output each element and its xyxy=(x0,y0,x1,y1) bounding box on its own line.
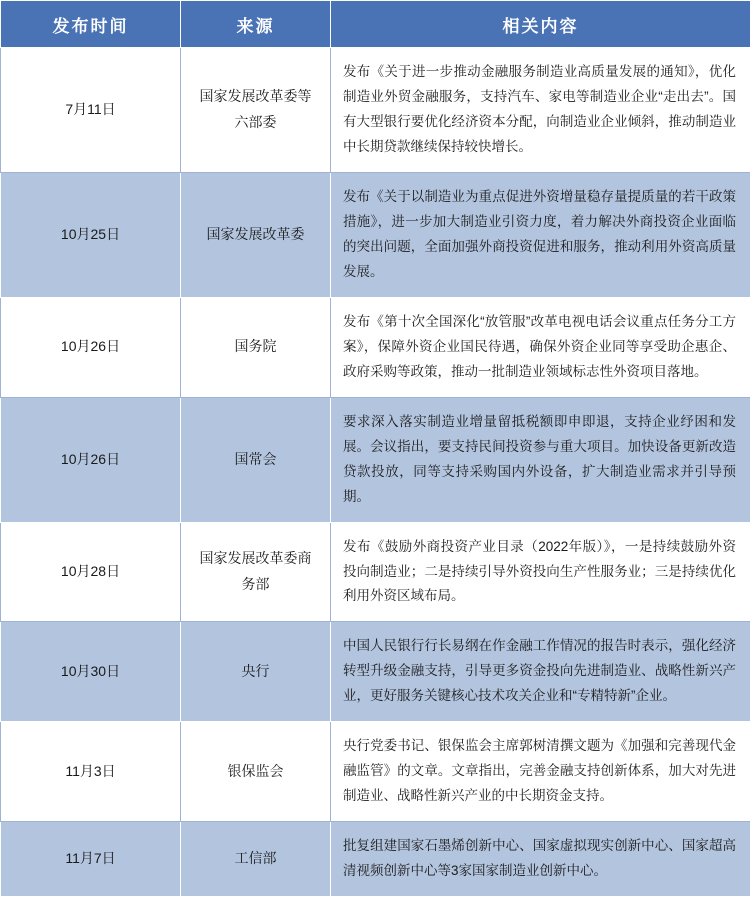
column-header-source: 来源 xyxy=(181,1,331,48)
cell-source: 工信部 xyxy=(181,822,331,897)
table-row xyxy=(1,522,750,622)
cell-date: 10月28日 xyxy=(1,522,181,622)
table-header-row xyxy=(1,1,750,48)
cell-source: 国家发展改革委等六部委 xyxy=(181,48,331,173)
cell-content: 批复组建国家石墨烯创新中心、国家虚拟现实创新中心、国家超高清视频创新中心等3家国家制造业创新中心。 xyxy=(331,822,750,897)
table-row xyxy=(1,622,750,722)
cell-content: 央行党委书记、银保监会主席郭树清撰文题为《加强和完善现代金融监管》的文章。文章指出，完善金融支持创新体系，加大对先进制造业、战略性新兴产业的中长期资金支持。 xyxy=(331,722,750,822)
cell-source: 国家发展改革委 xyxy=(181,172,331,297)
cell-source: 国家发展改革委商务部 xyxy=(181,522,331,622)
cell-date: 10月26日 xyxy=(1,397,181,522)
cell-content: 发布《鼓励外商投资产业目录（2022年版）》，一是持续鼓励外资投向制造业；二是持续引导外资投向生产性服务业；三是持续优化利用外资区域布局。 xyxy=(331,522,750,622)
cell-content: 发布《关于以制造业为重点促进外资增量稳存量提质量的若干政策措施》，进一步加大制造业引资力度，着力解决外商投资企业面临的突出问题，全面加强外商投资促进和服务，推动利用外资高质量发展。 xyxy=(331,172,750,297)
cell-source: 国务院 xyxy=(181,297,331,397)
table-header xyxy=(1,1,750,48)
cell-content: 要求深入落实制造业增量留抵税额即申即退，支持企业纾困和发展。会议指出，要支持民间投资参与重大项目。加快设备更新改造贷款投放，同等支持采购国内外设备，扩大制造业需求并引导预期。 xyxy=(331,397,750,522)
table-row xyxy=(1,48,750,173)
table-row xyxy=(1,722,750,822)
column-header-content: 相关内容 xyxy=(331,1,750,48)
cell-date: 7月11日 xyxy=(1,48,181,173)
table-row xyxy=(1,297,750,397)
table-row xyxy=(1,172,750,297)
cell-date: 11月7日 xyxy=(1,822,181,897)
cell-date: 11月3日 xyxy=(1,722,181,822)
cell-content: 发布《第十次全国深化“放管服”改革电视电话会议重点任务分工方案》，保障外资企业国民待遇，确保外资企业同等享受助企惠企、政府采购等政策，推动一批制造业领域标志性外资项目落地。 xyxy=(331,297,750,397)
cell-source: 银保监会 xyxy=(181,722,331,822)
table-body xyxy=(1,48,750,897)
cell-date: 10月30日 xyxy=(1,622,181,722)
cell-content: 发布《关于进一步推动金融服务制造业高质量发展的通知》，优化制造业外贸金融服务，支持汽车、家电等制造业企业“走出去”。国有大型银行要优化经济资本分配，向制造业企业倾斜，推动制造业中长期贷款继续保持较快增长。 xyxy=(331,48,750,173)
cell-date: 10月26日 xyxy=(1,297,181,397)
column-header-date: 发布时间 xyxy=(1,1,181,48)
table-row xyxy=(1,822,750,897)
table-row xyxy=(1,397,750,522)
cell-date: 10月25日 xyxy=(1,172,181,297)
cell-content: 中国人民银行行长易纲在作金融工作情况的报告时表示，强化经济转型升级金融支持，引导更多资金投向先进制造业、战略性新兴产业，更好服务关键核心技术攻关企业和“专精特新”企业。 xyxy=(331,622,750,722)
cell-source: 国常会 xyxy=(181,397,331,522)
cell-source: 央行 xyxy=(181,622,331,722)
